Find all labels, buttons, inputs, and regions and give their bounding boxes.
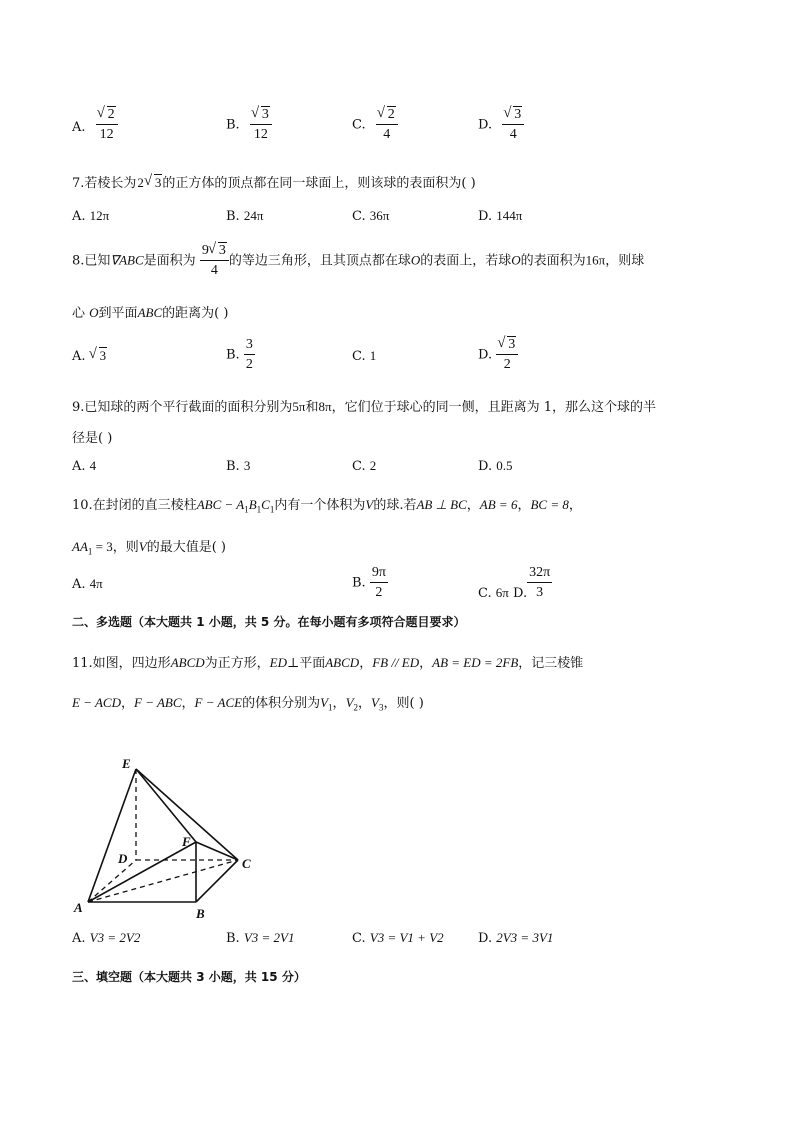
q8-option-d: D. √ $\frac{3}{2}$ bbox=[478, 338, 518, 372]
section-3-header: 三、填空题（本大题共 3 小题，共 15 分） bbox=[72, 970, 306, 984]
q6-a-fraction: √ $\frac{2}{12}$ bbox=[96, 108, 118, 142]
q11-stem-line2: E − ACD，F − ABC，F − ACE的体积分别为$V_1$，$V_2$，$V_3$，则( ) bbox=[72, 695, 424, 713]
q6-b-fraction: √ $\frac{3}{12}$ bbox=[250, 108, 272, 142]
q8-stem-line2: 心 O到平面ABC的距离为( ) bbox=[72, 305, 229, 321]
q7-option-a: A. 12π bbox=[72, 208, 110, 224]
edge-ac-hidden bbox=[88, 860, 238, 902]
q11-stem-line1: 11.如图，四边形ABCD为正方形，ED⊥平面ABCD，FB // ED，AB = ED = 2FB，记三棱锥 bbox=[72, 655, 584, 671]
edge-af bbox=[88, 842, 196, 902]
q7-option-c: C. 36π bbox=[352, 208, 390, 224]
q9-stem-line1: 9.已知球的两个平行截面的面积分别为5π和8π，它们位于球心的同一侧，且距离为 1，那么这个球的半 bbox=[72, 399, 656, 415]
edge-ef bbox=[136, 769, 196, 842]
q6-option-b: B. √ $\frac{3}{12}$ bbox=[226, 108, 272, 142]
q7-option-d: D. 144π bbox=[478, 208, 523, 224]
q11-option-a: A. V3 = 2V2 bbox=[72, 930, 141, 946]
q10-stem-line1: 10.在封闭的直三棱柱ABC − $A_1B_1C_1$内有一个体积为V的球.若AB ⊥ BC，AB = 6，BC = 8， bbox=[72, 497, 582, 515]
label-a: A bbox=[74, 900, 83, 915]
q6-c-fraction: √ $\frac{2}{4}$ bbox=[376, 108, 398, 142]
q8-stem-line1: 8.已知∇ABC是面积为 $\frac{9√ 3}{4}$ 的等边三角形，且其顶点都在球O的表面上，若球O的表面积为16π，则球 bbox=[72, 244, 644, 278]
q7-option-b: B. 24π bbox=[226, 208, 264, 224]
label-e: E bbox=[122, 756, 131, 771]
q8-option-c: C. 1 bbox=[352, 348, 377, 364]
q6-option-a: A. √ $\frac{2}{12}$ bbox=[72, 108, 118, 142]
q11-option-d: D. 2V3 = 3V1 bbox=[478, 930, 554, 946]
q9-option-a: A. 4 bbox=[72, 458, 97, 474]
q7-stem: 7.若棱长为2√ 3的正方体的顶点都在同一球面上，则该球的表面积为( ) bbox=[72, 172, 476, 191]
q9-option-d: D. 0.5 bbox=[478, 458, 513, 474]
q11-option-c: C. V3 = V1 + V2 bbox=[352, 930, 444, 946]
label-f: F bbox=[182, 834, 191, 849]
edge-bc bbox=[196, 860, 238, 902]
q8-area-fraction: $\frac{9√ 3}{4}$ bbox=[200, 244, 229, 278]
q6-option-d: D. √ $\frac{3}{4}$ bbox=[478, 108, 524, 142]
label-c: C bbox=[242, 856, 251, 871]
q10-stem-line2: $AA_1 = 3$，则V的最大值是( ) bbox=[72, 539, 226, 557]
edge-ea bbox=[88, 769, 136, 902]
q9-stem-line2: 径是( ) bbox=[72, 431, 113, 446]
q10-option-cd: C. 6π D. $\frac{32\pi}{3}$ bbox=[478, 565, 551, 601]
q9-option-b: B. 3 bbox=[226, 458, 251, 474]
q8-option-b: B. $\frac{3}{2}$ bbox=[226, 337, 253, 372]
q6-option-c: C. √ $\frac{2}{4}$ bbox=[352, 108, 398, 142]
label-d: D bbox=[118, 851, 128, 866]
label-b: B bbox=[196, 906, 205, 921]
q11-option-b: B. V3 = 2V1 bbox=[226, 930, 295, 946]
q6-d-fraction: √ $\frac{3}{4}$ bbox=[502, 108, 524, 142]
section-2-header: 二、多选题（本大题共 1 小题，共 5 分。在每小题有多项符合题目要求） bbox=[72, 615, 466, 629]
q10-option-a: A. 4π bbox=[72, 576, 103, 592]
edge-fc bbox=[196, 842, 238, 860]
q9-option-c: C. 2 bbox=[352, 458, 377, 474]
q8-option-a: A. √ 3 bbox=[72, 348, 107, 364]
q10-option-b: B. $\frac{9\pi}{2}$ bbox=[352, 565, 386, 600]
q11-figure bbox=[70, 752, 270, 922]
